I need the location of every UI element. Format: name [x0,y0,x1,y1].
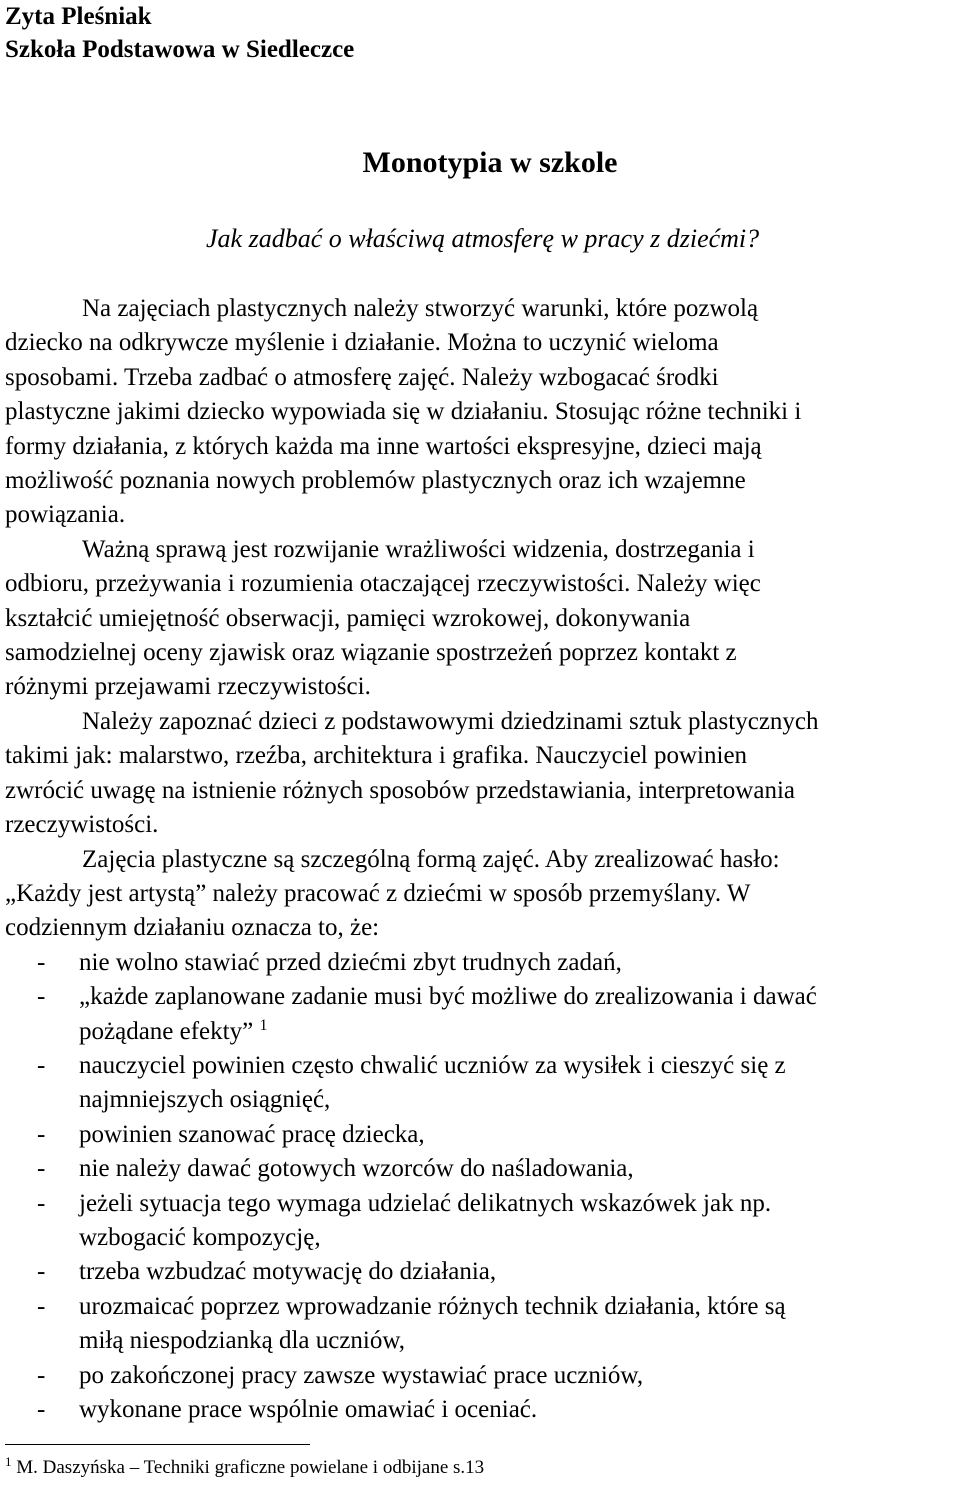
list-item-text: pożądane efekty” [79,1017,254,1045]
paragraph-line: formy działania, z których każda ma inne wartości ekspresyjne, dzieci mają [5,432,762,460]
list-item-text: nie wolno stawiać przed dziećmi zbyt trudnych zadań, [79,948,622,976]
footnote-reference: 1 [259,1016,268,1034]
list-item-text: po zakończonej pracy zawsze wystawiać prace uczniów, [79,1361,644,1389]
paragraph-line: samodzielnej oceny zjawisk oraz wiązanie spostrzeżeń poprzez kontakt z [5,639,737,667]
list-item [5,1049,960,1083]
list-item [5,1359,960,1393]
paragraph-line: powiązania. [5,501,126,529]
paragraph-line: plastyczne jakimi dziecko wypowiada się w działaniu. Stosując różne techniki i [5,398,802,426]
list-dash: - [37,948,46,976]
list-item [5,1152,960,1186]
paragraph-line: dziecko na odkrywcze myślenie i działanie. Można to uczynić wieloma [5,329,719,357]
list-item-text: nauczyciel powinien często chwalić uczniów za wysiłek i cieszyć się z [79,1051,786,1079]
paragraph-line: codziennym działaniu oznacza to, że: [5,914,380,942]
paragraph-line: odbioru, przeżywania i rozumienia otaczającej rzeczywistości. Należy więc [5,570,761,598]
document-body [5,292,960,1427]
list-item-text: urozmaicać poprzez wprowadzanie różnych technik działania, które są [79,1292,786,1320]
author-name: Zyta Pleśniak [5,3,152,30]
list-dash: - [37,1258,46,1286]
paragraph-line: kształcić umiejętność obserwacji, pamięci wzrokowej, dokonywania [5,604,691,632]
list-item [5,1255,960,1289]
footnote-separator [5,1444,310,1445]
paragraph-line: Na zajęciach plastycznych należy stworzyć warunki, które pozwolą [82,295,759,322]
author-block [5,0,354,66]
paragraph-line: Zajęcia plastyczne są szczególną formą zajęć. Aby zrealizować hasło: [82,845,780,873]
paragraph-line: rzeczywistości. [5,811,159,839]
list-dash: - [37,1189,46,1217]
list-dash: - [37,1051,46,1079]
list-dash: - [37,983,46,1011]
school-name: Szkoła Podstawowa w Siedleczce [5,36,355,63]
list-item-text: powinien szanować pracę dziecka, [79,1120,425,1148]
list-item-text: jeżeli sytuacja tego wymaga udzielać delikatnych wskazówek jak np. [79,1189,772,1217]
bullet-list [5,946,960,1428]
list-dash: - [37,1292,46,1320]
paragraph-line: Należy zapoznać dzieci z podstawowymi dziedzinami sztuk plastycznych [82,707,819,735]
list-item [5,1290,960,1324]
footnote-text: M. Daszyńska – Techniki graficzne powielane i odbijane s.13 [16,1457,485,1478]
list-item-continuation [5,1015,960,1049]
paragraph-line: różnymi przejawami rzeczywistości. [5,673,371,701]
list-item-continuation: miłą niespodzianką dla uczniów, [79,1327,406,1355]
paragraph-line: zwrócić uwagę na istnienie różnych sposobów przedstawiania, interpretowania [5,776,795,804]
document-title: Monotypia w szkole [362,146,618,179]
document-subtitle: Jak zadbać o właściwą atmosferę w pracy z dziećmi? [206,224,760,253]
paragraph-line: Ważną sprawą jest rozwijanie wrażliwości widzenia, dostrzegania i [82,535,755,563]
list-item [5,980,960,1014]
list-item-continuation: najmniejszych osiągnięć, [79,1086,331,1114]
list-item [5,1118,960,1152]
list-dash: - [37,1120,46,1148]
list-item-text: „każde zaplanowane zadanie musi być możliwe do zrealizowania i dawać [79,983,817,1011]
paragraph-line: sposobami. Trzeba zadbać o atmosferę zajęć. Należy wzbogacać środki [5,363,719,391]
footnote-number: 1 [5,1454,12,1469]
list-item [5,1187,960,1221]
list-item [5,1393,960,1427]
list-item-continuation: wzbogacić kompozycję, [79,1223,321,1251]
paragraph-line: „Każdy jest artystą” należy pracować z dziećmi w sposób przemyślany. W [5,879,751,907]
paragraph-line: takimi jak: malarstwo, rzeźba, architektura i grafika. Nauczyciel powinien [5,742,748,770]
list-item [5,946,960,980]
paragraph-line: możliwość poznania nowych problemów plastycznych oraz ich wzajemne [5,467,746,495]
list-dash: - [37,1361,46,1389]
list-dash: - [37,1396,46,1423]
list-item-text: nie należy dawać gotowych wzorców do naśladowania, [79,1155,634,1183]
list-dash: - [37,1155,46,1183]
footnote [5,1456,484,1480]
list-item-text: wykonane prace wspólnie omawiać i oceniać. [79,1396,538,1423]
list-item-text: trzeba wzbudzać motywację do działania, [79,1258,497,1286]
